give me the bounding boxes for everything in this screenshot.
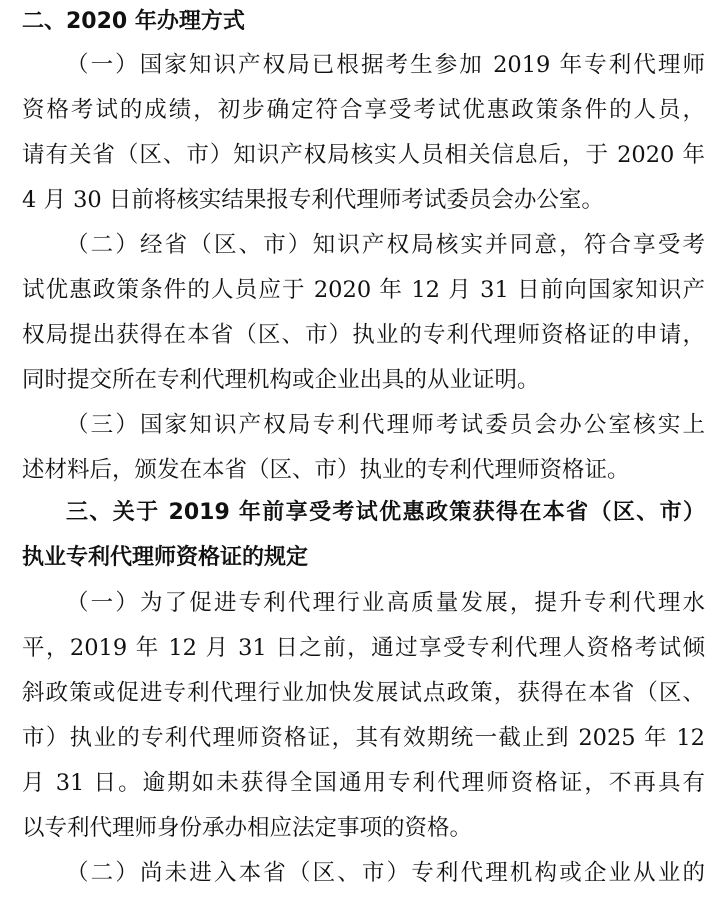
heading-line: 执业专利代理师资格证的规定 [22, 545, 309, 570]
text-line: 述材料后，颁发在本省（区、市）执业的专利代理师资格证。 [22, 457, 630, 483]
text-line: 斜政策或促进专利代理行业加快发展试点政策，获得在本省（区、 [22, 680, 705, 706]
text-line: 市）执业的专利代理师资格证，其有效期统一截止到 2025 年 12 [22, 725, 705, 751]
text-line: 以专利代理师身份承办相应法定事项的资格。 [22, 815, 473, 841]
text-line: （一）为了促进专利代理行业高质量发展，提升专利代理水 [66, 590, 705, 616]
text-line: 平，2019 年 12 月 31 日之前，通过享受专利代理人资格考试倾 [22, 635, 705, 661]
text-line: 试优惠政策条件的人员应于 2020 年 12 月 31 日前向国家知识产 [22, 277, 705, 303]
heading-line: 三、关于 2019 年前享受考试优惠政策获得在本省（区、市） [66, 500, 705, 525]
text-line: （二）尚未进入本省（区、市）专利代理机构或企业从业的 [66, 860, 705, 886]
text-line: （一）国家知识产权局已根据考生参加 2019 年专利代理师 [66, 52, 705, 78]
text-line: 权局提出获得在本省（区、市）执业的专利代理师资格证的申请， [22, 322, 705, 348]
text-line: 月 31 日。逾期如未获得全国通用专利代理师资格证，不再具有 [22, 770, 705, 796]
text-line: 资格考试的成绩，初步确定符合享受考试优惠政策条件的人员， [22, 97, 705, 123]
section-2-heading: 二、2020 年办理方式 [22, 9, 245, 34]
text-line: 请有关省（区、市）知识产权局核实人员相关信息后，于 2020 年 [22, 142, 705, 168]
text-line: （三）国家知识产权局专利代理师考试委员会办公室核实上 [66, 412, 705, 438]
text-line: 同时提交所在专利代理机构或企业出具的从业证明。 [22, 367, 540, 393]
text-line: （二）经省（区、市）知识产权局核实并同意，符合享受考 [66, 232, 705, 258]
text-line: 4 月 30 日前将核实结果报专利代理师考试委员会办公室。 [22, 187, 604, 213]
